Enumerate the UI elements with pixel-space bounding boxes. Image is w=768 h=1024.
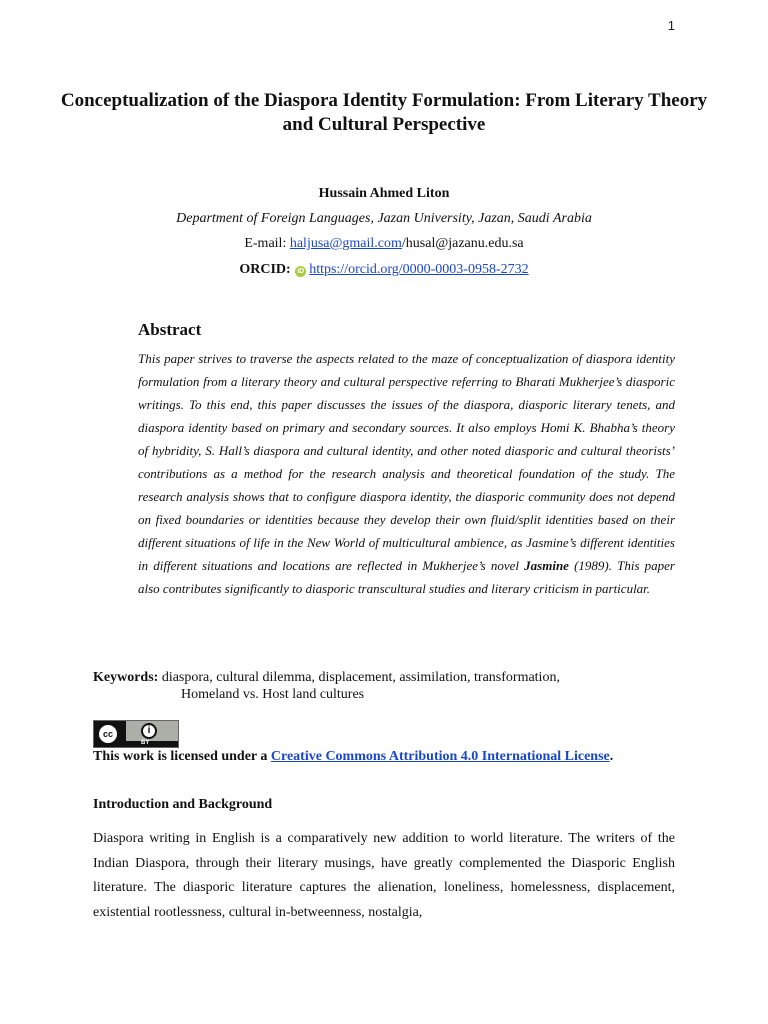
license-text: This work is licensed under a xyxy=(93,749,271,764)
license-period: . xyxy=(609,749,614,764)
page-number: 1 xyxy=(667,18,675,33)
abstract-novel-title: Jasmine xyxy=(524,558,569,573)
orcid-icon: iD xyxy=(297,268,305,275)
email-secondary: /husal@jazanu.edu.sa xyxy=(401,236,524,251)
cc-by-label: BY xyxy=(141,740,150,746)
license-statement xyxy=(93,749,613,765)
abstract-body-end: (1989). This paper also contributes significantly to diasporic transcultural studies and literary criticism in particular. xyxy=(138,558,675,596)
keywords-label: Keywords: xyxy=(93,670,159,685)
paper-title: Conceptualization of the Diaspora Identity Formulation: From Literary Theory and Cultural Perspective xyxy=(60,90,708,135)
keywords xyxy=(93,669,693,703)
author-email xyxy=(40,236,728,252)
attribution-person-icon: i xyxy=(141,723,157,739)
author-affiliation: Department of Foreign Languages, Jazan University, Jazan, Saudi Arabia xyxy=(176,211,592,226)
keywords-line-1: diaspora, cultural dilemma, displacement, assimilation, transformation, xyxy=(158,670,560,685)
cc-by-icon[interactable] xyxy=(93,720,179,748)
author-name: Hussain Ahmed Liton xyxy=(318,186,450,201)
introduction-paragraph: Diaspora writing in English is a comparatively new addition to world literature. The writers of the Indian Diaspora, through their literary musings, have greatly complemented the Diasporic English literature. The diasporic literature captures the alienation, loneliness, homelessness, displacement, existential rootlessness, cultural in-betweenness, nostalgia, xyxy=(93,831,675,920)
orcid-label: ORCID: xyxy=(239,262,291,277)
email-link[interactable]: haljusa@gmail.com xyxy=(289,236,402,251)
keywords-line-2: Homeland vs. Host land cultures xyxy=(181,687,365,702)
email-label: E-mail: xyxy=(244,236,290,251)
section-heading-introduction: Introduction and Background xyxy=(93,797,273,812)
cc-icon: cc xyxy=(97,723,119,745)
abstract-body: This paper strives to traverse the aspects related to the maze of conceptualization of diaspora identity formulation from a literary theory and cultural perspective referring to Bharati Mukherjee’s diasporic writings. To this end, this paper discusses the issues of the diaspora, diasporic literary tenets, and diaspora identity based on primary and secondary sources. It also employs Homi K. Bhabha’s theory of hybridity, S. Hall’s diaspora and cultural identity, and other noted diasporic and cultural theorists’ contributions as a method for the research analysis and theoretical foundation of the study. The research analysis shows that to configure diaspora identity, the diasporic community does not depend on fixed boundaries or identities because they develop their own fluid/split identities based on their different situations of life in the New World of multicultural ambience, as Jasmine’s different identities in different situations and locations are reflected in Mukherjee’s novel xyxy=(138,351,675,573)
author-orcid xyxy=(40,262,728,278)
orcid-link[interactable]: https://orcid.org/0000-0003-0958-2732 xyxy=(309,262,529,277)
abstract-heading: Abstract xyxy=(138,320,202,339)
abstract-text xyxy=(138,347,675,600)
license-link[interactable]: Creative Commons Attribution 4.0 International License xyxy=(270,749,610,764)
